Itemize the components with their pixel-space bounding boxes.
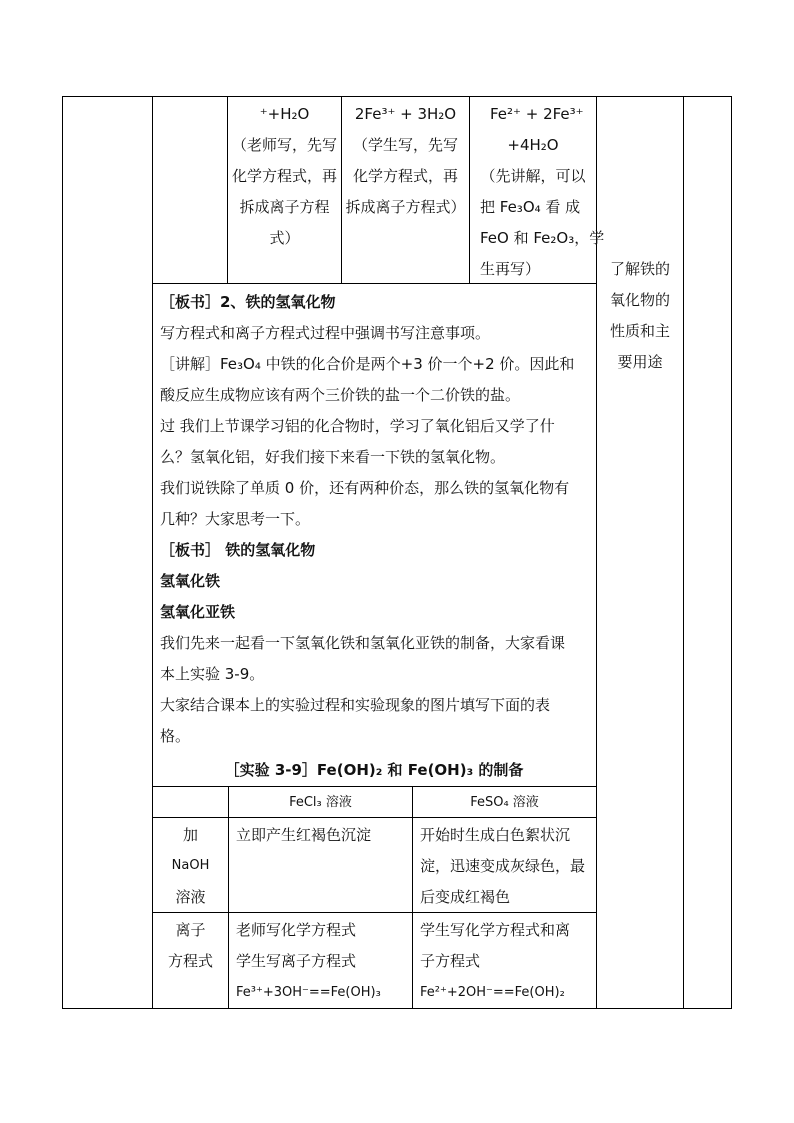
table-cell: 老师写化学方程式 — [236, 921, 357, 939]
table-cell: 学生写离子方程式 — [236, 952, 357, 970]
top-cells-divider-3 — [469, 96, 470, 283]
top-cells-bottom — [152, 283, 596, 284]
cell-line: 2Fe³⁺ + 3H₂O — [354, 105, 457, 123]
table-cell: 后变成红褐色 — [420, 888, 511, 906]
exp-table-col-2 — [412, 786, 413, 1008]
note-line: 了解铁的 — [609, 260, 670, 278]
exp-table-col-1 — [228, 786, 229, 1008]
cell-line: 化学方程式，再 — [231, 167, 337, 185]
outer-right-border — [731, 96, 732, 1009]
experiment-title: ［实验 3-9］Fe(OH)₂ 和 Fe(OH)₃ 的制备 — [224, 761, 524, 779]
subheading-ferric-hydroxide: 氢氧化铁 — [160, 572, 221, 590]
paragraph: 几种？大家思考一下。 — [160, 510, 311, 528]
cell-line: 拆成离子方程 — [239, 198, 330, 216]
cell-line: 拆成离子方程式） — [345, 198, 466, 216]
table-cell: 立即产生红褐色沉淀 — [236, 826, 372, 844]
cell-line: Fe²⁺ + 2Fe³⁺ — [490, 105, 584, 123]
cell-line: 把 Fe₃O₄ 看 成 — [480, 198, 581, 216]
col-header-feso4: FeSO₄ 溶液 — [470, 795, 539, 810]
outer-bottom-border — [62, 1008, 732, 1009]
paragraph: 我们说铁除了单质 0 价，还有两种价态，那么铁的氢氧化物有 — [160, 479, 570, 497]
paragraph: 格。 — [160, 727, 191, 745]
cell-line: +4H₂O — [507, 136, 559, 154]
board-heading-1: ［板书］2、铁的氢氧化物 — [160, 293, 336, 311]
subheading-ferrous-hydroxide: 氢氧化亚铁 — [160, 603, 236, 621]
cell-line: （学生写，先写 — [352, 136, 458, 154]
paragraph: 大家结合课本上的实验过程和实验现象的图片填写下面的表 — [160, 696, 551, 714]
row-label: 加 — [182, 826, 198, 844]
note-line: 要用途 — [617, 353, 663, 371]
board-heading-2: ［板书］ 铁的氢氧化物 — [160, 541, 316, 559]
table-cell: 子方程式 — [420, 952, 481, 970]
exp-table-top — [152, 786, 596, 787]
row-label: 溶液 — [175, 888, 206, 906]
row-label: 离子 — [175, 921, 206, 939]
paragraph: 写方程式和离子方程式过程中强调书写注意事项。 — [160, 324, 491, 342]
note-line: 性质和主 — [609, 322, 670, 340]
paragraph: ［讲解］Fe₃O₄ 中铁的化合价是两个+3 价一个+2 价。因此和 — [160, 355, 575, 373]
exp-table-row2-top — [152, 912, 596, 913]
cell-line: ⁺+H₂O — [259, 105, 310, 123]
paragraph: 么？氢氧化铝，好我们接下来看一下铁的氢氧化物。 — [160, 448, 506, 466]
col-header-fecl3: FeCl₃ 溶液 — [289, 795, 352, 810]
top-cells-divider-2 — [341, 96, 342, 283]
outer-top-border — [62, 96, 732, 97]
cell-line: 式） — [269, 229, 300, 247]
row-label: 方程式 — [167, 952, 213, 970]
cell-line: FeO 和 Fe₂O₃，学 — [480, 229, 605, 247]
table-cell: Fe³⁺+3OH⁻==Fe(OH)₃ — [236, 985, 381, 1000]
paragraph: 我们先来一起看一下氢氧化铁和氢氧化亚铁的制备，大家看课 — [160, 634, 566, 652]
table-cell: Fe²⁺+2OH⁻==Fe(OH)₂ — [420, 985, 565, 1000]
cell-line: （老师写，先写 — [231, 136, 337, 154]
paragraph: 本上实验 3-9。 — [160, 665, 265, 683]
table-cell: 开始时生成白色絮状沉 — [420, 826, 571, 844]
table-cell: 淀，迅速变成灰绿色，最 — [420, 857, 586, 875]
cell-line: 化学方程式，再 — [352, 167, 458, 185]
outer-left-border — [62, 96, 63, 1009]
notes-right-border — [683, 96, 684, 1009]
cell-line: （先讲解，可以 — [480, 167, 586, 185]
table-cell: 学生写化学方程式和离 — [420, 921, 571, 939]
cell-line: 生再写） — [480, 260, 541, 278]
top-cells-divider-1 — [227, 96, 228, 283]
row-label: NaOH — [171, 858, 210, 873]
paragraph: 过 我们上节课学习铝的化合物时，学习了氧化铝后又学了什 — [160, 417, 555, 435]
exp-table-row1-top — [152, 817, 596, 818]
paragraph: 酸反应生成物应该有两个三价铁的盐一个二价铁的盐。 — [160, 386, 521, 404]
note-line: 氧化物的 — [609, 291, 670, 309]
